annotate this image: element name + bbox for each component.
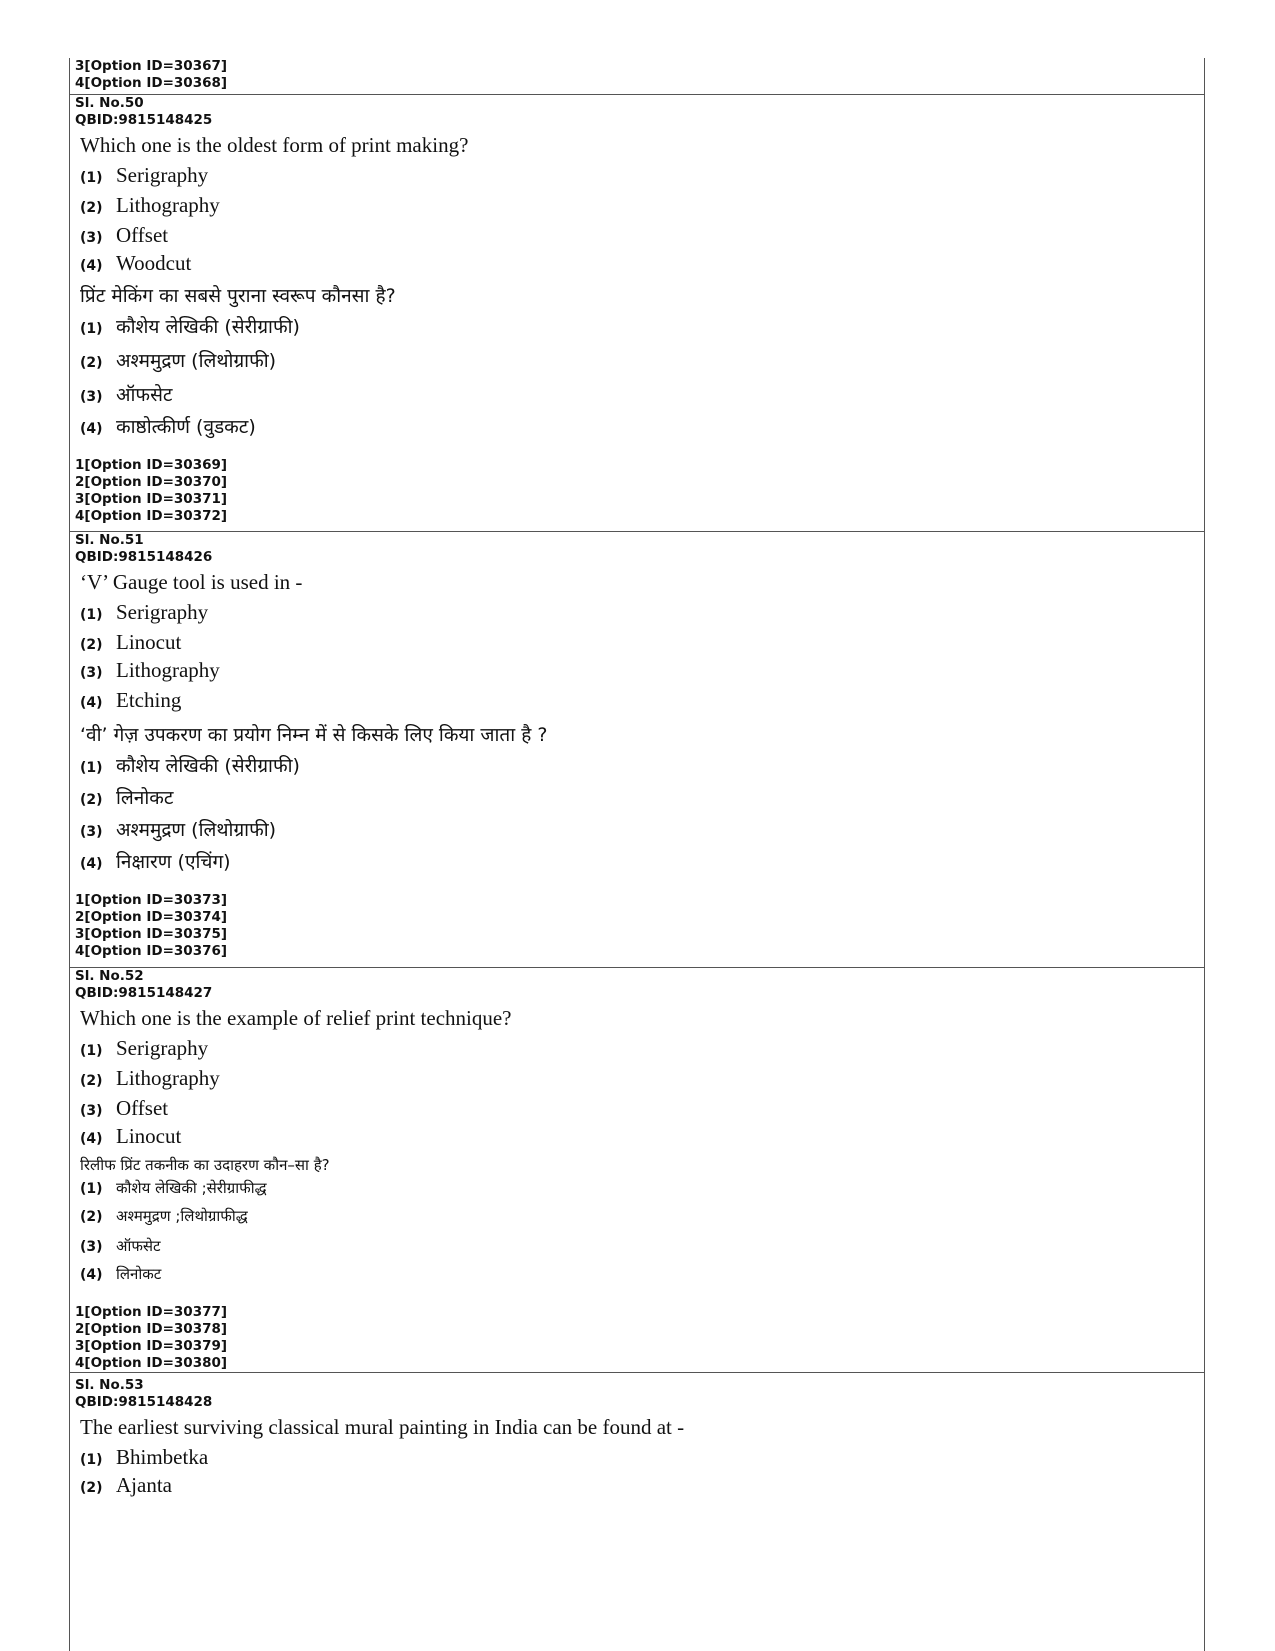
option-en-2: (2) Ajanta (80, 1473, 172, 1497)
option-hi-3: (3) अश्ममुद्रण (लिथोग्राफी) (80, 819, 277, 841)
qbid: QBID:9815148426 (75, 549, 213, 565)
option-id: 1[Option ID=30373] (75, 892, 228, 908)
option-en-1: (1) Serigraphy (80, 1036, 209, 1060)
option-id-list (75, 1304, 1204, 1372)
option-id: 4[Option ID=30372] (75, 508, 228, 524)
option-en-4: (4) Etching (80, 688, 182, 712)
option-id: 3[Option ID=30371] (75, 491, 228, 507)
option-en-2: (2) Lithography (80, 1066, 220, 1090)
option-id: 3[Option ID=30379] (75, 1338, 228, 1354)
option-id: 1[Option ID=30369] (75, 457, 228, 473)
question-52 (70, 968, 1204, 1373)
question-text-hi: रिलीफ प्रिंट तकनीक का उदाहरण कौन–सा है? (80, 1156, 330, 1174)
option-id: 4[Option ID=30376] (75, 943, 228, 959)
option-hi-4: (4) काष्ठोत्कीर्ण (वुडकट) (80, 416, 256, 438)
option-hi-3: (3) ऑफसेट (80, 1237, 161, 1255)
serial-number: Sl. No.52 (75, 968, 144, 984)
option-hi-4: (4) निक्षारण (एचिंग) (80, 851, 231, 873)
question-text-hi: प्रिंट मेकिंग का सबसे पुराना स्वरूप कौनसा है? (80, 285, 396, 307)
serial-number: Sl. No.53 (75, 1377, 144, 1393)
question-50 (70, 95, 1204, 532)
option-id: 4[Option ID=30368] (75, 75, 228, 91)
option-hi-3: (3) ऑफसेट (80, 384, 173, 406)
option-en-1: (1) Serigraphy (80, 163, 209, 187)
question-text-hi: ‘वी’ गेज़ उपकरण का प्रयोग निम्न में से किसके लिए किया जाता है ? (80, 724, 548, 746)
qbid: QBID:9815148428 (75, 1394, 213, 1410)
option-hi-1: (1) कौशेय लेखिकी (सेरीग्राफी) (80, 316, 300, 338)
option-id: 1[Option ID=30377] (75, 1304, 228, 1320)
serial-number: Sl. No.51 (75, 532, 144, 548)
serial-number: Sl. No.50 (75, 95, 144, 111)
option-hi-2: (2) लिनोकट (80, 787, 174, 809)
option-en-3: (3) Lithography (80, 658, 220, 682)
question-53 (70, 1377, 1204, 1647)
option-en-1: (1) Bhimbetka (80, 1445, 209, 1469)
option-id: 2[Option ID=30374] (75, 909, 228, 925)
option-id: 2[Option ID=30370] (75, 474, 228, 490)
option-id: 3[Option ID=30375] (75, 926, 228, 942)
question-text-en: The earliest surviving classical mural painting in India can be found at - (80, 1415, 685, 1439)
option-en-3: (3) Offset (80, 1096, 169, 1120)
option-en-4: (4) Linocut (80, 1124, 182, 1148)
qbid: QBID:9815148425 (75, 112, 213, 128)
option-en-4: (4) Woodcut (80, 251, 192, 275)
option-en-2: (2) Lithography (80, 193, 220, 217)
exam-page (69, 58, 1205, 1651)
question-text-en: Which one is the example of relief print technique? (80, 1006, 512, 1030)
option-id: 4[Option ID=30380] (75, 1355, 228, 1371)
question-51 (70, 532, 1204, 968)
question-text-en: ‘V’ Gauge tool is used in - (80, 570, 303, 594)
option-hi-1: (1) कौशेय लेखिकी ;सेरीग्राफीद्ध (80, 1179, 267, 1197)
option-hi-2: (2) अश्ममुद्रण (लिथोग्राफी) (80, 350, 277, 372)
section-previous-tail (70, 58, 1204, 95)
option-id-list (75, 457, 1204, 525)
option-hi-4: (4) लिनोकट (80, 1265, 162, 1283)
question-text-en: Which one is the oldest form of print making? (80, 133, 469, 157)
option-hi-2: (2) अश्ममुद्रण ;लिथोग्राफीद्ध (80, 1207, 248, 1225)
option-id-list (75, 892, 1204, 960)
option-en-1: (1) Serigraphy (80, 600, 209, 624)
option-hi-1: (1) कौशेय लेखिकी (सेरीग्राफी) (80, 755, 300, 777)
option-en-3: (3) Offset (80, 223, 169, 247)
option-id: 2[Option ID=30378] (75, 1321, 228, 1337)
option-en-2: (2) Linocut (80, 630, 182, 654)
option-id: 3[Option ID=30367] (75, 58, 228, 74)
qbid: QBID:9815148427 (75, 985, 213, 1001)
